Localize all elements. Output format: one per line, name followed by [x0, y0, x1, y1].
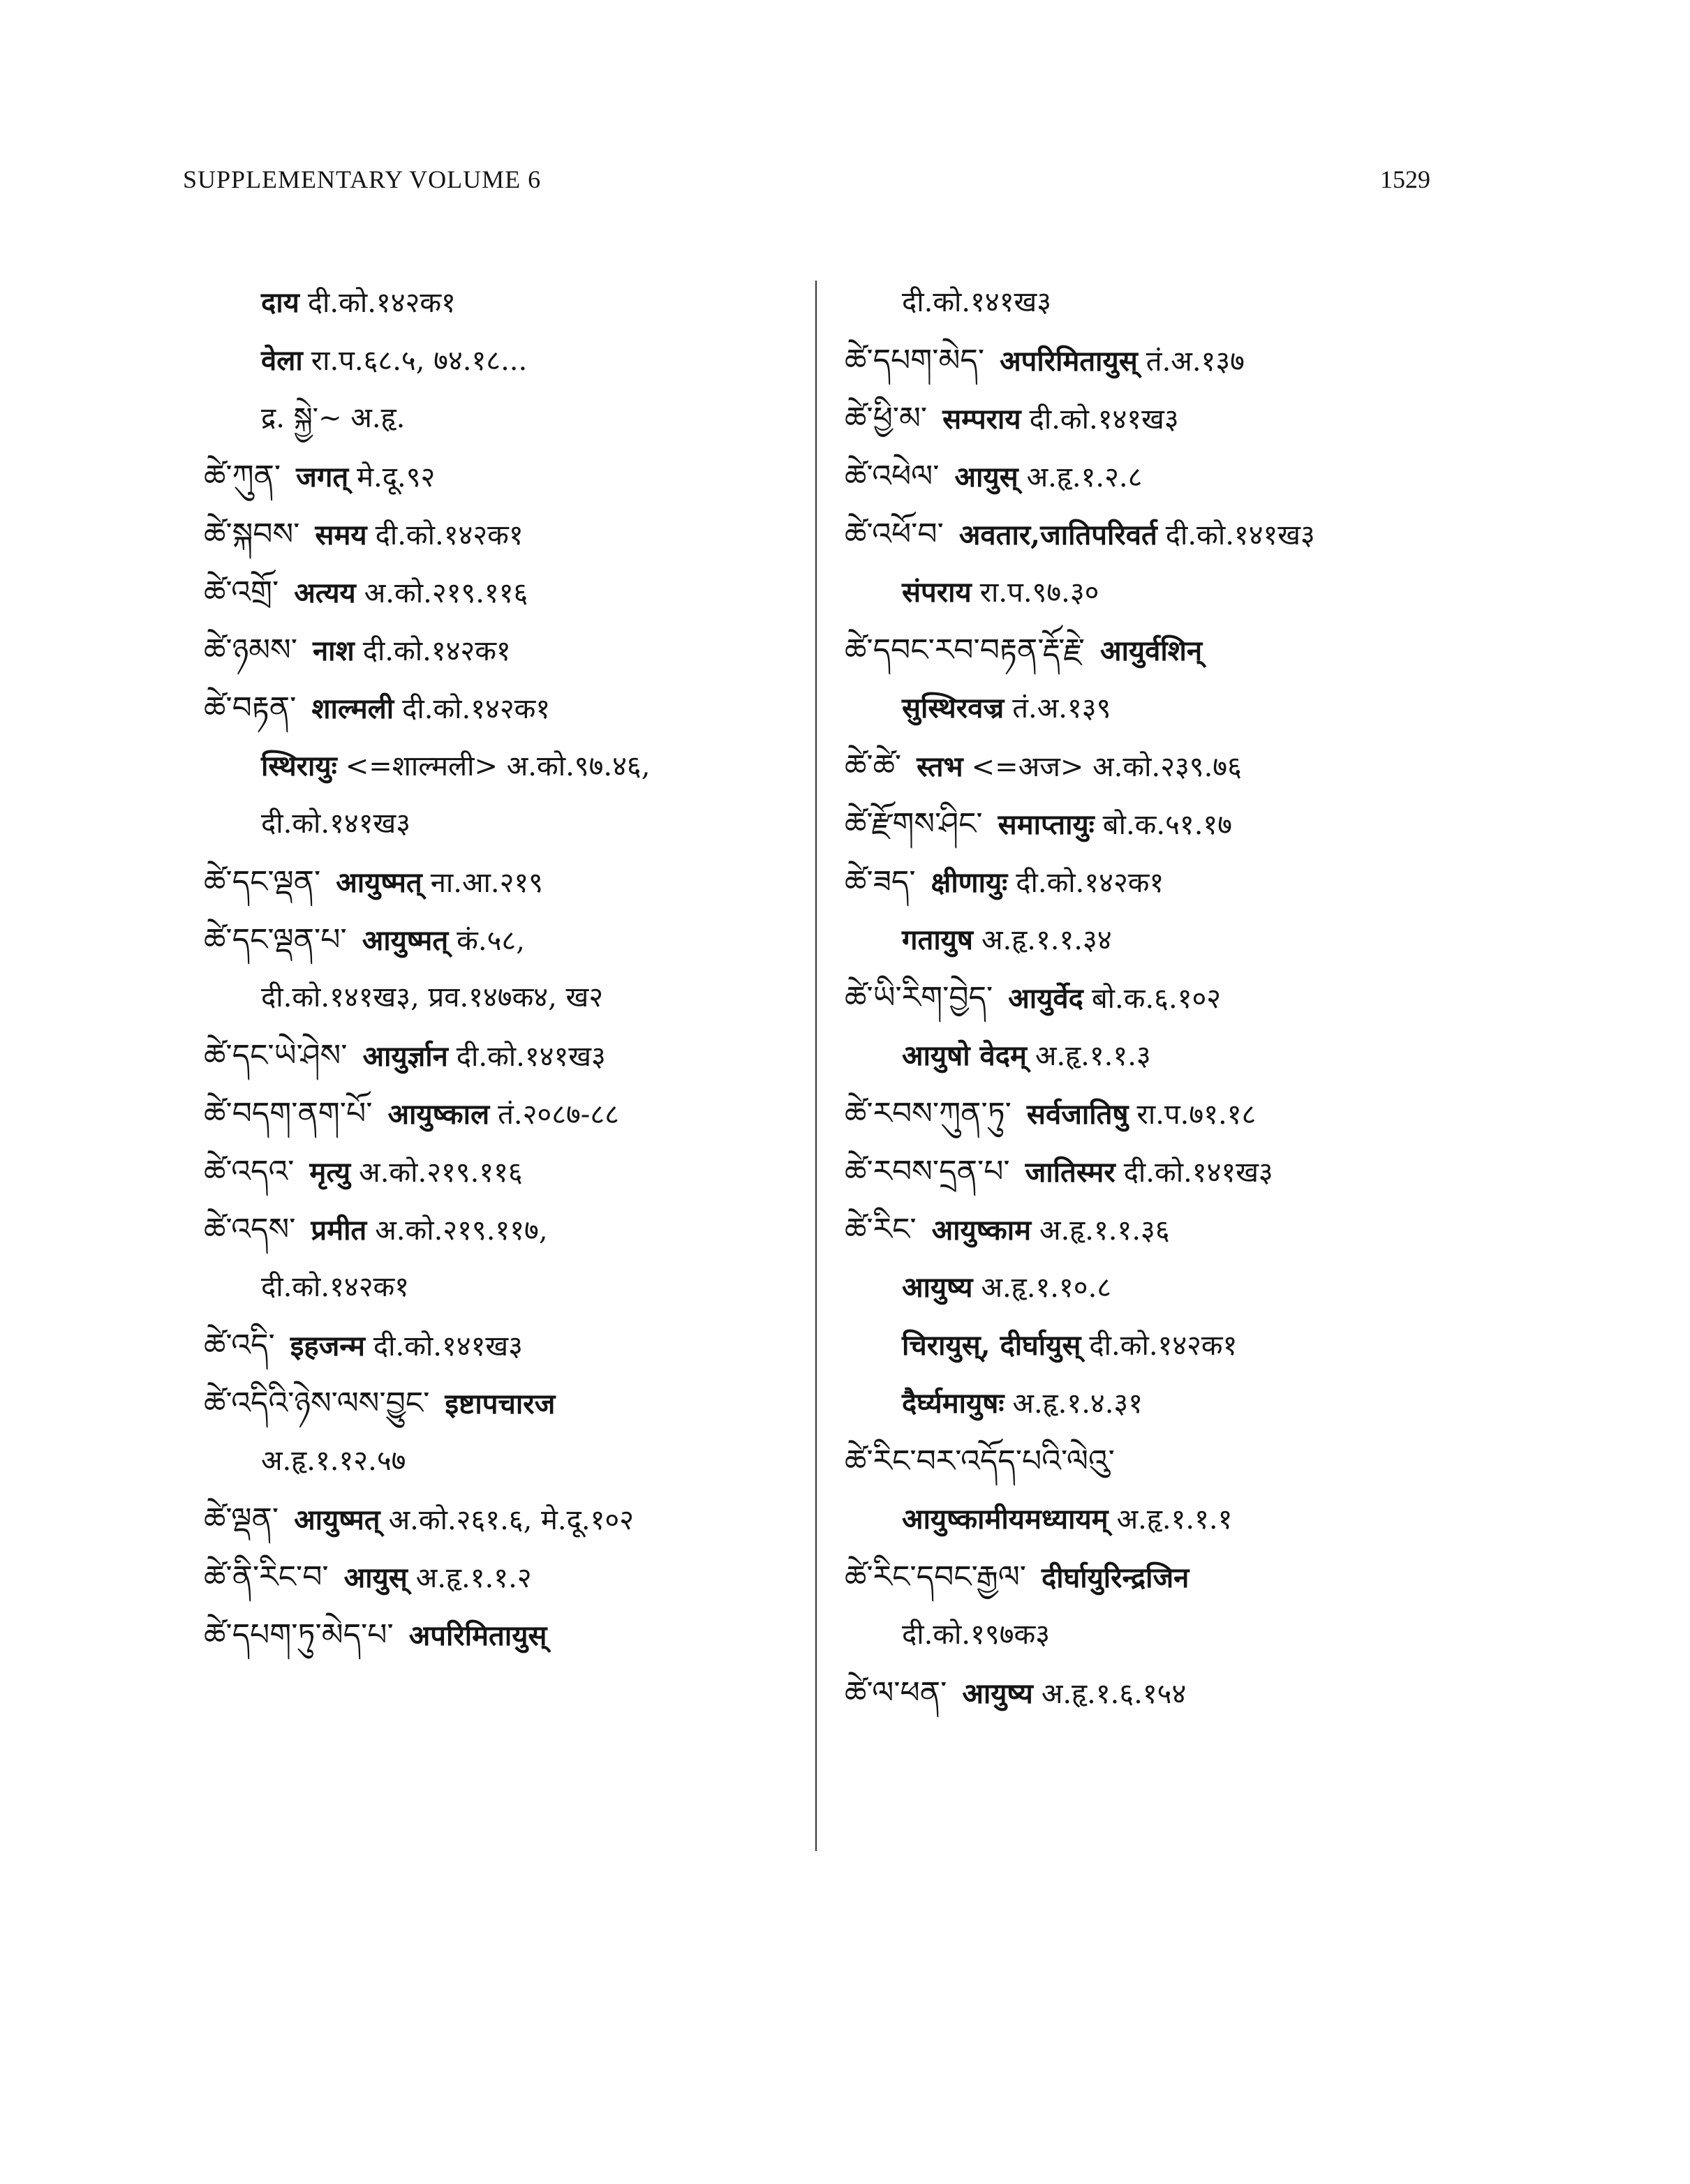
source-reference: रा.प.६८.५, ७४.१८...: [311, 345, 528, 377]
dictionary-entry-line: [204, 1490, 783, 1548]
tibetan-headword: ཚེ་བདག་ནག་པོ་: [204, 1096, 373, 1131]
dictionary-entry-line: [845, 505, 1473, 563]
sanskrit-term: दीर्घायुरिन्द्रजिन: [1042, 1561, 1189, 1594]
source-reference: अ.को.२१९.११६: [364, 577, 528, 609]
dictionary-entry-line: [845, 621, 1473, 679]
tibetan-headword: ཚེ་རིང་དབང་རྒྱལ་: [845, 1559, 1026, 1595]
source-reference: दी.को.१४२क१: [307, 287, 456, 319]
tibetan-headword: ཚེ་ཚེ་: [845, 748, 902, 784]
sanskrit-term: समाप्तायुः: [998, 808, 1095, 841]
sanskrit-term: आयुष्मत्: [294, 1503, 380, 1536]
source-reference: दी.को.१४१ख३: [456, 1041, 606, 1073]
dictionary-entry-line: [845, 1027, 1473, 1085]
sanskrit-term: आयुष्कामीयमध्यायम्: [902, 1503, 1109, 1536]
sanskrit-term: अत्यय: [294, 577, 356, 609]
sanskrit-term: समय: [315, 519, 367, 551]
source-reference: तं.अ.१३७: [1146, 346, 1245, 378]
dictionary-entry-line: [845, 274, 1473, 332]
source-reference: तं.२०८७-८८: [498, 1099, 619, 1131]
sanskrit-term: आयुर्वशिन्: [1100, 634, 1203, 667]
sanskrit-term: नाश: [312, 634, 355, 667]
sanskrit-term: आयुष्काल: [387, 1098, 490, 1131]
source-reference: बो.क.६.१०२: [1091, 983, 1222, 1015]
sanskrit-term: स्थिरायुः: [261, 750, 337, 782]
dictionary-entry-line: [204, 332, 783, 389]
running-header: SUPPLEMENTARY VOLUME 6: [183, 165, 542, 193]
tibetan-headword: ཚེ་ཡི་རིག་བྱེད་: [845, 980, 993, 1016]
tibetan-headword: ཚེ་རིང་: [845, 1212, 917, 1247]
tibetan-headword: ཚེ་ལ་ཕན་: [845, 1675, 947, 1711]
sanskrit-term: सुस्थिरवज्र: [902, 692, 1005, 725]
source-reference: दी.को.१४१ख३: [373, 1330, 523, 1362]
dictionary-entry-line: [204, 795, 783, 853]
dictionary-entry-line: [845, 679, 1473, 737]
source-reference: बो.क.५१.१७: [1102, 809, 1233, 841]
dictionary-entry-line: [845, 737, 1473, 795]
source-reference: दी.को.१४१ख३: [1165, 519, 1315, 551]
source-reference: दी.को.१४२क१: [1089, 1330, 1238, 1362]
dictionary-entry-line: [204, 447, 783, 505]
source-reference: <=अज> अ.को.२३९.७६: [971, 751, 1242, 783]
dictionary-entry-line: [204, 853, 783, 911]
dictionary-entry-line: [204, 679, 783, 737]
dictionary-entry-line: [204, 1027, 783, 1085]
dictionary-entry-line: [204, 1374, 783, 1432]
sanskrit-term: प्रमीत: [311, 1214, 367, 1247]
source-reference: अ.को.२१९.११६: [359, 1157, 523, 1189]
source-reference: मे.दू.९२: [357, 461, 436, 493]
dictionary-entry-line: [845, 332, 1473, 389]
tibetan-headword: ཚེ་ཀུན་: [204, 459, 281, 494]
dictionary-entry-line: [204, 911, 783, 969]
tibetan-headword: ཚེ་ཕྱི་མ་: [845, 401, 928, 436]
dictionary-entry-line: [845, 1374, 1473, 1432]
sanskrit-term: इहजन्म: [290, 1330, 365, 1362]
source-reference: कं.५८,: [457, 925, 525, 957]
sanskrit-term: दाय: [261, 286, 299, 319]
sanskrit-term: आयुषो वेदम्: [902, 1039, 1027, 1072]
sanskrit-term: आयुष्मत्: [336, 866, 422, 899]
dictionary-entry-line: [845, 1258, 1473, 1316]
source-reference: अ.हृ.१.१०.८: [981, 1272, 1112, 1304]
sanskrit-term: आयुर्ज्ञान: [362, 1040, 448, 1073]
dictionary-entry-line: [204, 1201, 783, 1258]
sanskrit-term: मृत्यु: [309, 1156, 351, 1189]
dictionary-entry-line: [204, 505, 783, 563]
source-reference: <=शाल्मली> अ.को.९७.४६,: [345, 750, 651, 782]
tibetan-headword: ཚེ་དཔག་མེད་: [845, 343, 985, 378]
sanskrit-term: अपरिमितायुस्: [1000, 345, 1138, 378]
source-reference: अ.हृ.१.१.३६: [1039, 1214, 1170, 1247]
tibetan-headword: ཚེ་འཕེལ་: [845, 459, 940, 494]
dictionary-entry-line: [845, 795, 1473, 853]
source-reference: अ.को.२१९.११७,: [375, 1214, 548, 1247]
sanskrit-term: सम्पराय: [942, 403, 1021, 436]
sanskrit-term: वेला: [261, 344, 303, 377]
dictionary-entry-line: [845, 1548, 1473, 1606]
dictionary-entry-line: [845, 389, 1473, 447]
source-reference: रा.प.७१.१८: [1136, 1099, 1257, 1131]
tibetan-headword: ཚེ་བརྟན་: [204, 690, 297, 726]
left-column: [204, 274, 783, 1664]
tibetan-headword: ཚེ་རབས་དྲན་པ་: [845, 1154, 1010, 1189]
tibetan-headword: ཚེ་དང་ཡེ་ཤེས་: [204, 1038, 348, 1074]
column-divider: [815, 281, 817, 1851]
sanskrit-term: गतायुष: [902, 923, 973, 956]
source-reference: दी.को.१४२क१: [362, 635, 511, 667]
tibetan-headword: ཚེ་དང་ལྡན་: [204, 864, 321, 900]
tibetan-headword: ཚེ་རབས་ཀུན་ཏུ་: [845, 1096, 1011, 1131]
dictionary-entry-line: [845, 1432, 1473, 1490]
dictionary-entry-line: [845, 1316, 1473, 1374]
source-reference: अ.हृ.१.२.८: [1026, 461, 1143, 493]
sanskrit-term: आयुर्वेद: [1008, 982, 1083, 1015]
source-reference: अ.को.२६१.६, मे.दू.१०२: [388, 1504, 634, 1536]
dictionary-entry-line: [204, 1432, 783, 1490]
dictionary-entry-line: [845, 1664, 1473, 1722]
source-reference: अ.हृ.१.१.३४: [981, 924, 1112, 956]
source-reference: अ.हृ.१.६.१५४: [1041, 1678, 1187, 1710]
sanskrit-term: स्तभ: [917, 750, 963, 783]
source-reference: दी.को.१४१ख३: [1029, 403, 1179, 436]
source-reference: दी.को.१४१ख३: [902, 286, 1052, 318]
sanskrit-term: आयुष्य: [962, 1677, 1033, 1710]
dictionary-entry-line: [204, 1143, 783, 1201]
sanskrit-term: जातिस्मर: [1025, 1156, 1115, 1189]
dictionary-entry-line: [845, 1490, 1473, 1548]
source-reference: रा.प.९७.३०: [979, 577, 1099, 609]
dictionary-entry-line: [204, 389, 783, 447]
source-reference: दी.को.१९७क३: [902, 1619, 1051, 1651]
sanskrit-term: जगत्: [296, 461, 349, 493]
tibetan-headword: ཚེ་རྫོགས་ཤིང་: [845, 806, 983, 842]
dictionary-entry-line: [845, 1143, 1473, 1201]
sanskrit-term: आयुष्य: [902, 1271, 973, 1304]
source-reference: दी.को.१४१ख३: [1123, 1157, 1273, 1189]
tibetan-headword: ཚེ་ནི་རིང་བ་: [204, 1559, 329, 1595]
sanskrit-term: आयुस्: [954, 461, 1018, 493]
tibetan-headword: ཚེ་སྐབས་: [204, 517, 300, 552]
source-reference: दी.को.१४२क१: [402, 693, 551, 725]
sanskrit-term: शाल्मली: [311, 692, 394, 725]
dictionary-entry-line: [845, 563, 1473, 621]
right-column: [845, 274, 1473, 1722]
dictionary-entry-line: [845, 1201, 1473, 1258]
source-reference: दी.को.१४२क१: [1016, 867, 1164, 899]
dictionary-entry-line: [204, 969, 783, 1027]
dictionary-entry-line: [204, 1085, 783, 1143]
dictionary-entry-line: [845, 1085, 1473, 1143]
tibetan-headword: ཚེ་རིང་བར་འདོད་པའི་ལེའུ་: [845, 1443, 1115, 1479]
tibetan-headword: ཚེ་འཕོ་བ་: [845, 517, 944, 552]
sanskrit-term: दैर्घ्यमायुषः: [902, 1387, 1005, 1420]
tibetan-headword: ཚེ་དང་ལྡན་པ་: [204, 922, 347, 958]
sanskrit-term: आयुष्काम: [931, 1214, 1032, 1247]
source-reference: ना.आ.२१९: [430, 867, 543, 899]
sanskrit-term: आयुष्मत्: [362, 924, 449, 957]
sanskrit-term: संपराय: [902, 576, 972, 609]
sanskrit-term: अपरिमितायुस्: [408, 1619, 547, 1652]
sanskrit-term: आयुस्: [343, 1561, 408, 1594]
tibetan-headword: ཚེ་དཔག་ཏུ་མེད་པ་: [204, 1617, 394, 1653]
tibetan-headword: ཚེ་ཉམས་: [204, 632, 297, 668]
source-reference: अ.हृ.१.१२.५७: [261, 1445, 406, 1477]
sanskrit-term: चिरायुस्, दीर्घायुस्: [902, 1329, 1081, 1362]
source-reference: अ.हृ.१.४.३१: [1012, 1388, 1143, 1420]
dictionary-entry-line: [204, 621, 783, 679]
dictionary-entry-line: [204, 274, 783, 332]
tibetan-headword: ཚེ་ཟད་: [845, 864, 916, 900]
tibetan-headword: ཚེ་འགྲོ་: [204, 574, 279, 610]
tibetan-headword: ཚེ་འདས་: [204, 1212, 296, 1247]
tibetan-headword: ཚེ་དབང་རབ་བརྟན་རྡོ་རྗེ་: [845, 632, 1085, 668]
dictionary-entry-line: [204, 737, 783, 795]
sanskrit-term: सर्वजातिषु: [1026, 1098, 1129, 1131]
dictionary-entry-line: [204, 1548, 783, 1606]
sanskrit-term: इष्टापचारज: [445, 1388, 556, 1420]
dictionary-entry-line: [845, 1606, 1473, 1664]
dictionary-entry-line: [845, 969, 1473, 1027]
source-reference: दी.को.१४१ख३, प्रव.१४७क४, ख२: [261, 981, 604, 1013]
dictionary-entry-line: [204, 1258, 783, 1316]
sanskrit-term: अवतार,जातिपरिवर्त: [958, 519, 1157, 551]
source-reference: दी.को.१४२क१: [261, 1271, 410, 1303]
dictionary-entry-line: [204, 1606, 783, 1664]
source-reference: अ.हृ.१.१.१: [1116, 1503, 1233, 1536]
source-reference: द्र. སྐྱེ་~ अ.हृ.: [261, 402, 406, 434]
source-reference: अ.हृ.१.१.२: [415, 1562, 532, 1594]
source-reference: दी.को.१४१ख३: [261, 808, 411, 840]
tibetan-headword: ཚེ་འདིའི་ཉེས་ལས་བྱུང་: [204, 1386, 430, 1421]
page-number: 1529: [1380, 165, 1430, 193]
dictionary-entry-line: [845, 447, 1473, 505]
source-reference: दी.को.१४२क१: [375, 519, 524, 551]
tibetan-headword: ཚེ་འདའ་: [204, 1154, 295, 1189]
dictionary-entry-line: [204, 563, 783, 621]
tibetan-headword: ཚེ་ལྡན་: [204, 1501, 279, 1537]
source-reference: तं.अ.१३९: [1012, 692, 1111, 725]
dictionary-entry-line: [204, 1316, 783, 1374]
dictionary-entry-line: [845, 853, 1473, 911]
tibetan-headword: ཚེ་འདི་: [204, 1328, 275, 1363]
source-reference: अ.हृ.१.१.३: [1035, 1040, 1151, 1072]
dictionary-entry-line: [845, 911, 1473, 969]
sanskrit-term: क्षीणायुः: [931, 866, 1008, 899]
